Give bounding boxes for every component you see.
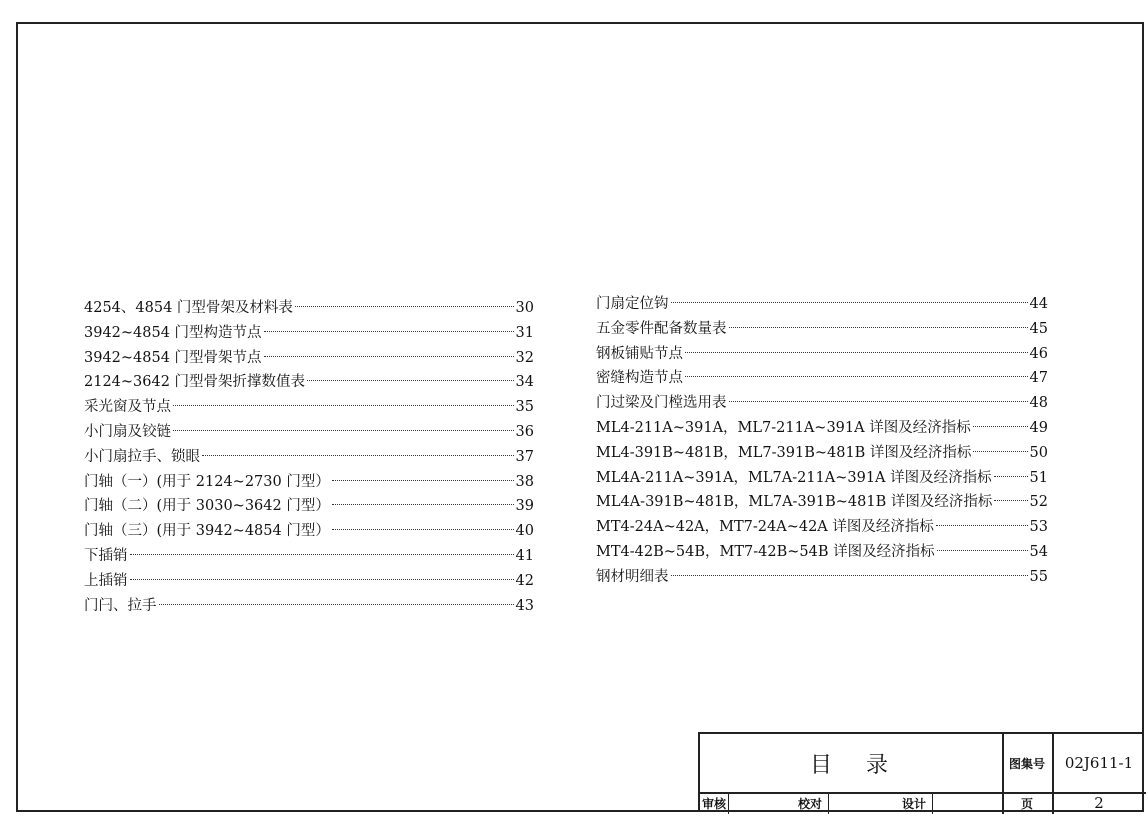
toc-entry-title: 下插销 <box>84 547 128 564</box>
toc-entry-title: 门过梁及门樘选用表 <box>596 395 727 412</box>
toc-entry-page: 34 <box>515 374 534 391</box>
signature-tick <box>932 792 933 814</box>
title-block <box>698 732 1144 812</box>
toc-entry <box>596 490 1048 515</box>
page-label: 页 <box>1020 796 1033 811</box>
toc-entry-page: 47 <box>1029 370 1048 387</box>
page-number: 2 <box>1094 794 1104 812</box>
toc-entry-title: MT4-42B~54B，MT7-42B~54B 详图及经济指标 <box>596 543 935 560</box>
toc-entry-page: 43 <box>515 597 534 614</box>
toc-entry-page: 37 <box>515 448 534 465</box>
toc-entry-title: 门轴（三）(用于 3942~4854 门型） <box>84 523 330 540</box>
toc-entry-title: ML4A-391B~481B，ML7A-391B~481B 详图及经济指标 <box>596 494 993 511</box>
toc-dot-leader <box>729 327 1028 328</box>
toc-entry-title: 2124~3642 门型骨架折撑数值表 <box>84 374 306 391</box>
toc-dot-leader <box>202 455 514 456</box>
toc-dot-leader <box>332 480 514 481</box>
toc-dot-leader <box>685 376 1028 377</box>
toc-entry <box>596 366 1048 391</box>
toc-dot-leader <box>994 500 1027 501</box>
toc-entry <box>596 515 1048 540</box>
toc-dot-leader <box>307 380 513 381</box>
toc-entry-title: ML4-211A~391A，ML7-211A~391A 详图及经济指标 <box>596 419 971 436</box>
toc-dot-leader <box>173 430 514 431</box>
toc-entry <box>84 519 534 544</box>
check-label: 校对 <box>798 796 823 811</box>
toc-entry-page: 36 <box>515 423 534 440</box>
toc-dot-leader <box>332 504 514 505</box>
toc-dot-leader <box>729 401 1028 402</box>
toc-entry-title: 门闩、拉手 <box>84 597 157 614</box>
toc-entry <box>84 544 534 569</box>
toc-dot-leader <box>973 451 1027 452</box>
toc-entry-page: 54 <box>1029 543 1048 560</box>
toc-entry <box>596 416 1048 441</box>
signature-tick <box>728 792 729 814</box>
toc-entry <box>84 420 534 445</box>
atlas-number-value: 02J611-1 <box>1064 754 1134 772</box>
toc-entry <box>596 317 1048 342</box>
toc-entry-page: 55 <box>1029 568 1048 585</box>
toc-entry-page: 39 <box>515 498 534 515</box>
toc-entry-page: 42 <box>515 572 534 589</box>
toc-dot-leader <box>159 604 514 605</box>
toc-entry-page: 41 <box>515 547 534 564</box>
design-label: 设计 <box>902 796 927 811</box>
toc-entry-title: 门扇定位钩 <box>596 296 669 312</box>
toc-dot-leader <box>973 426 1028 427</box>
toc-entry-page: 31 <box>515 324 534 341</box>
toc-entry-page: 49 <box>1029 419 1048 436</box>
toc-entry-title: 门轴（一）(用于 2124~2730 门型） <box>84 473 330 490</box>
toc-entry-title: ML4A-211A~391A，ML7A-211A~391A 详图及经济指标 <box>596 469 992 486</box>
toc-entry-page: 48 <box>1029 395 1048 412</box>
toc-entry-title: 小门扇拉手、锁眼 <box>84 448 200 465</box>
toc-left-column <box>84 296 534 618</box>
toc-entry-page: 32 <box>515 349 534 366</box>
toc-entry <box>84 470 534 495</box>
toc-dot-leader <box>671 575 1028 576</box>
toc-entry <box>84 321 534 346</box>
toc-dot-leader <box>994 476 1028 477</box>
toc-entry-page: 53 <box>1029 519 1048 536</box>
toc-entry-page: 40 <box>515 523 534 540</box>
toc-entry <box>596 540 1048 565</box>
toc-entry-page: 52 <box>1029 494 1048 511</box>
toc-entry-title: 钢材明细表 <box>596 568 669 585</box>
toc-entry <box>596 391 1048 416</box>
signature-tick <box>828 792 829 814</box>
toc-entry <box>84 445 534 470</box>
toc-entry-title: 门轴（二）(用于 3030~3642 门型） <box>84 498 330 515</box>
toc-entry-title: 钢板铺贴节点 <box>596 345 683 362</box>
toc-entry <box>84 296 534 321</box>
toc-entry-title: 五金零件配备数量表 <box>596 320 727 337</box>
toc-entry <box>84 494 534 519</box>
toc-entry-title: 4254、4854 门型骨架及材料表 <box>84 300 293 316</box>
toc-dot-leader <box>295 306 514 307</box>
toc-entry <box>84 594 534 619</box>
atlas-number-label: 图集号 <box>1008 756 1045 771</box>
toc-entry-title: 小门扇及铰链 <box>84 423 171 440</box>
toc-entry-title: 上插销 <box>84 572 128 589</box>
toc-dot-leader <box>173 405 514 406</box>
toc-entry <box>596 565 1048 590</box>
toc-entry <box>84 569 534 594</box>
toc-dot-leader <box>685 352 1028 353</box>
toc-entry-page: 44 <box>1029 296 1048 312</box>
toc-dot-leader <box>937 550 1028 551</box>
toc-entry <box>596 441 1048 466</box>
toc-dot-leader <box>130 554 514 555</box>
toc-entry-title: 密缝构造节点 <box>596 370 683 387</box>
toc-entry-title: MT4-24A~42A，MT7-24A~42A 详图及经济指标 <box>596 519 934 536</box>
toc-entry-page: 45 <box>1029 320 1048 337</box>
toc-entry-title: 3942~4854 门型骨架节点 <box>84 349 262 366</box>
toc-entry-page: 35 <box>515 399 534 416</box>
toc-entry-page: 46 <box>1029 345 1048 362</box>
toc-entry-page: 51 <box>1029 469 1048 486</box>
toc-dot-leader <box>130 579 514 580</box>
toc-entry <box>84 370 534 395</box>
toc-dot-leader <box>264 331 514 332</box>
toc-entry-title: 3942~4854 门型构造节点 <box>84 324 262 341</box>
toc-dot-leader <box>264 356 514 357</box>
toc-entry-title: ML4-391B~481B，ML7-391B~481B 详图及经济指标 <box>596 444 972 461</box>
toc-entry-page: 50 <box>1029 444 1048 461</box>
toc-entry <box>84 395 534 420</box>
document-title: 目录 <box>809 752 922 778</box>
toc-entry-title: 采光窗及节点 <box>84 399 171 416</box>
toc-entry <box>84 346 534 371</box>
toc-entry <box>596 292 1048 317</box>
toc-right-column <box>596 292 1048 590</box>
toc-dot-leader <box>936 525 1028 526</box>
toc-entry <box>596 466 1048 491</box>
toc-entry-page: 38 <box>515 473 534 490</box>
toc-dot-leader <box>671 302 1028 303</box>
toc-entry-page: 30 <box>515 300 534 316</box>
toc-dot-leader <box>332 529 514 530</box>
toc-entry <box>596 342 1048 367</box>
review-label: 审核 <box>702 796 727 811</box>
